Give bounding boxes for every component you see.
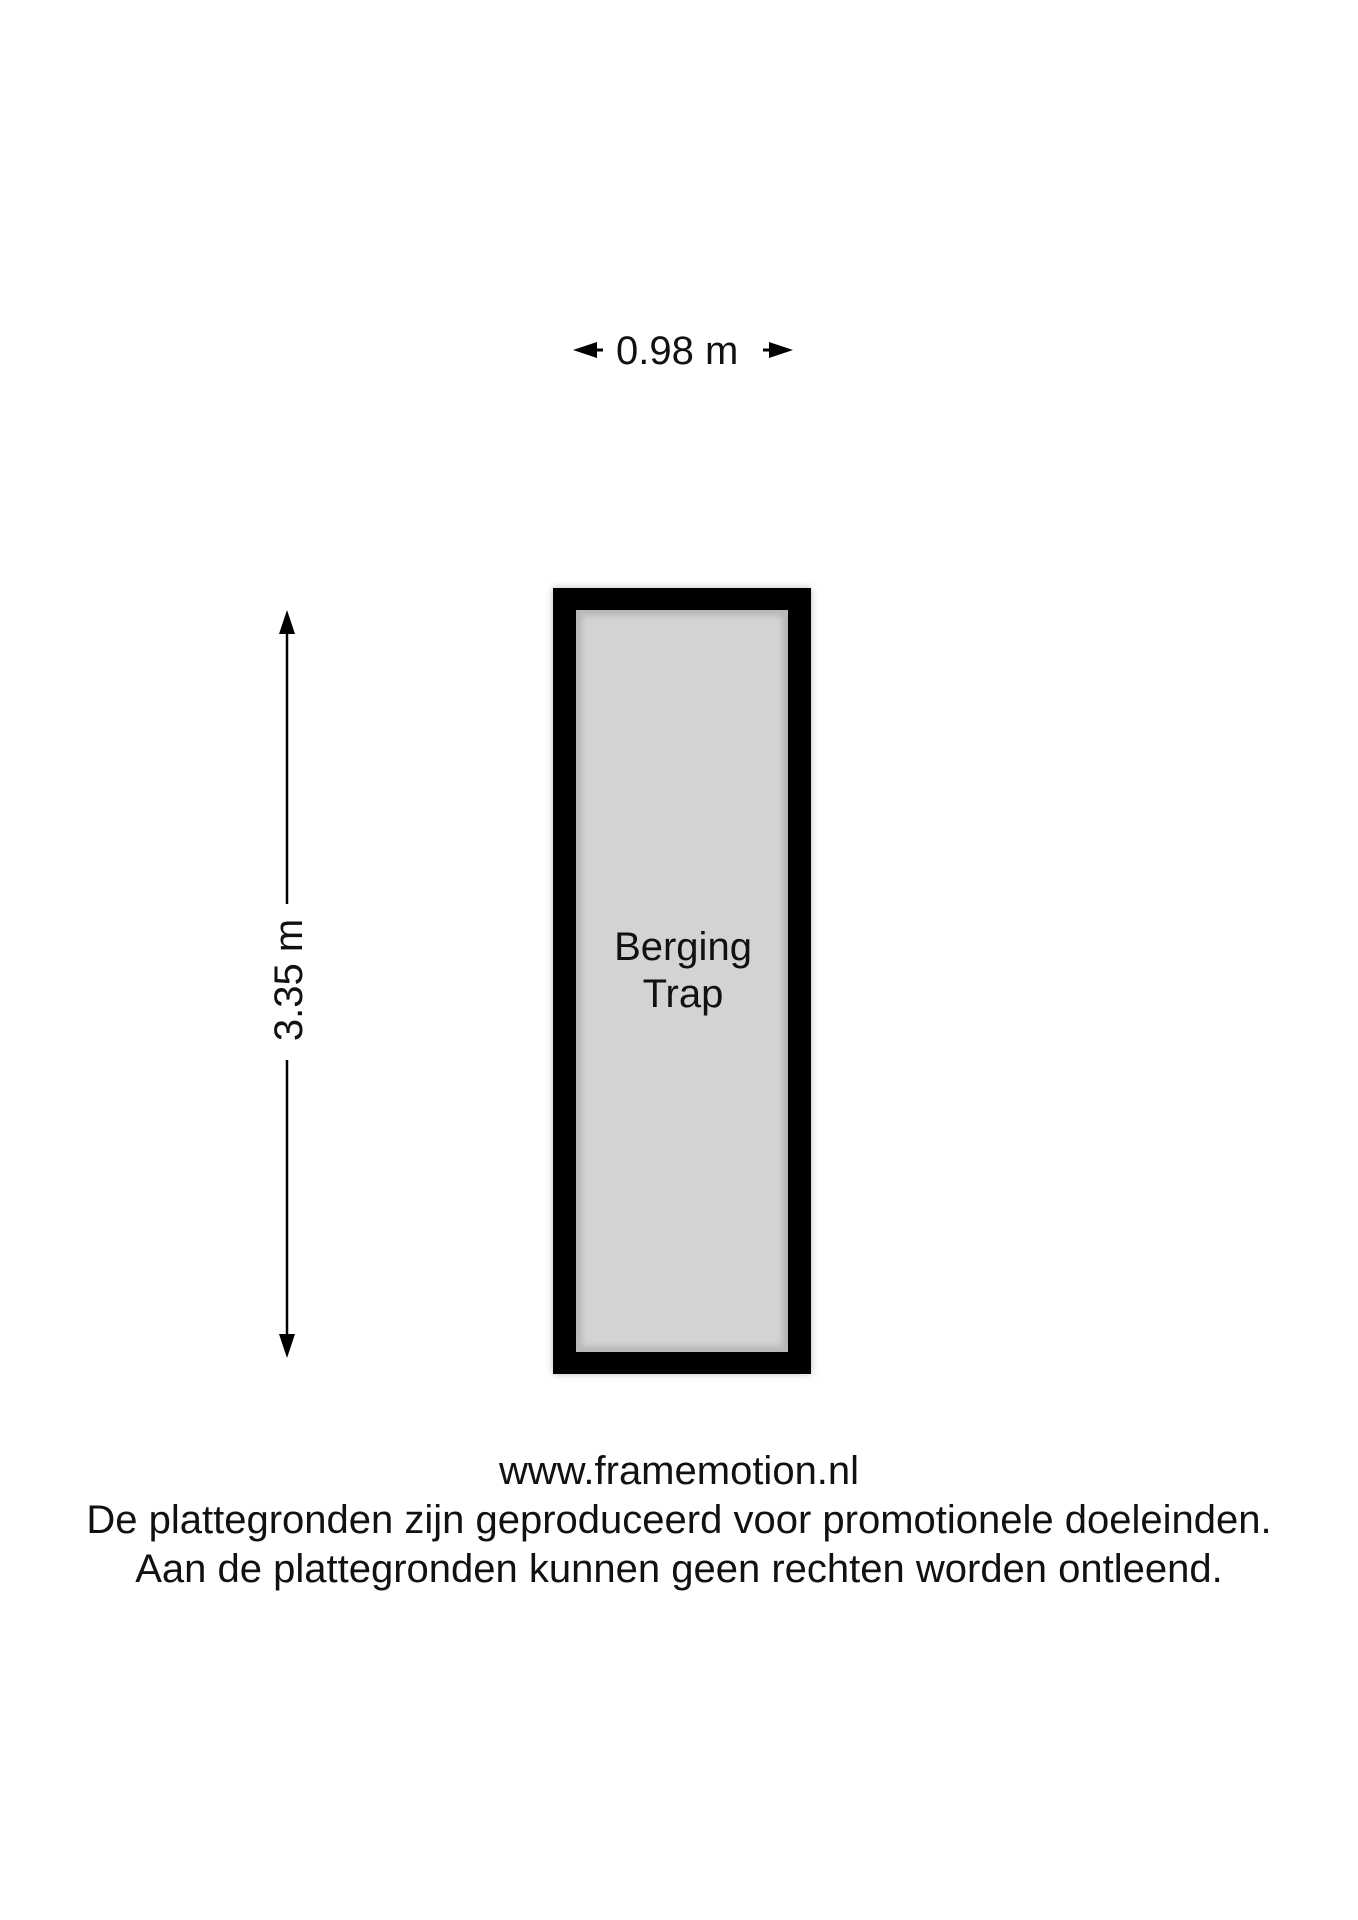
- height-arrow-bottom-icon: [279, 1334, 295, 1358]
- website-link[interactable]: www.framemotion.nl: [498, 1449, 860, 1493]
- disclaimer-line1: De plattegronden zijn geproduceerd voor promotionele doeleinden.: [86, 1498, 1272, 1542]
- width-arrow-left-icon: [573, 342, 597, 358]
- width-dimension-label: 0.98 m: [616, 329, 739, 373]
- footer: [0, 1447, 1358, 1594]
- disclaimer-line2: Aan de plattegronden kunnen geen rechten worden ontleend.: [135, 1547, 1223, 1591]
- width-arrow-right-icon: [769, 342, 793, 358]
- height-dimension-label: 3.35 m: [267, 918, 311, 1042]
- room-label: [554, 924, 812, 1018]
- room-name-line1: Berging: [614, 925, 752, 969]
- room-name-line2: Trap: [642, 972, 724, 1016]
